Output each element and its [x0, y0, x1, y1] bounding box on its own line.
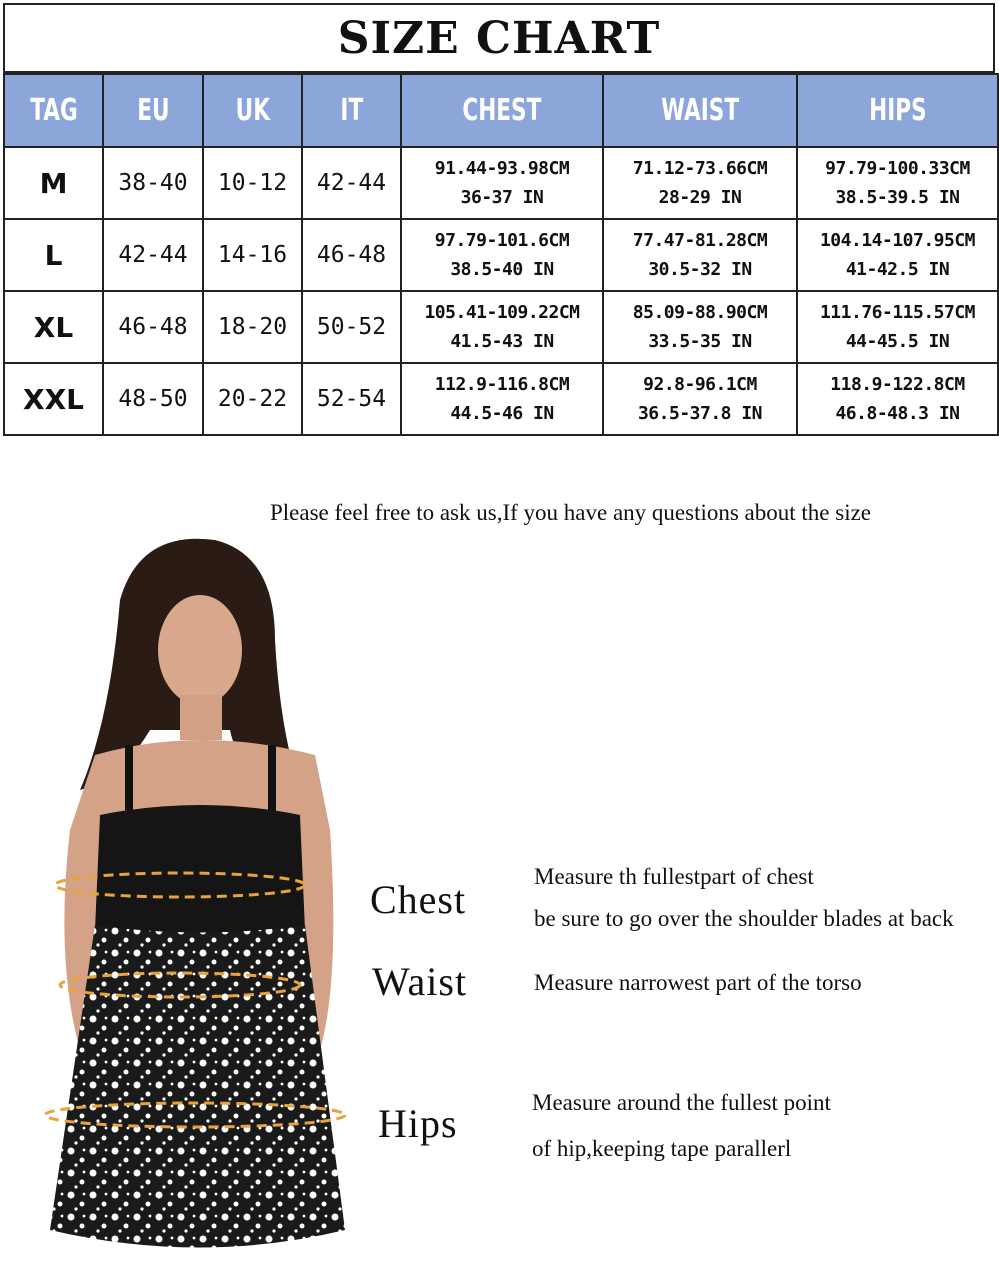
hips-instruction-1: Measure around the fullest point: [532, 1090, 831, 1115]
header-uk: UK: [203, 74, 302, 147]
model-photo: [0, 530, 360, 1266]
hips-label: Hips: [378, 1101, 458, 1146]
cell-waist: 92.8-96.1CM 36.5-37.8 IN: [603, 363, 797, 435]
cell-waist: 77.47-81.28CM 30.5-32 IN: [603, 219, 797, 291]
header-eu: EU: [103, 74, 203, 147]
header-waist: WAIST: [603, 74, 797, 147]
header-chest: CHEST: [401, 74, 603, 147]
size-chart-table: [3, 73, 999, 436]
cell-uk: 20-22: [203, 363, 302, 435]
cell-hips: 111.76-115.57CM 44-45.5 IN: [797, 291, 998, 363]
cell-uk: 18-20: [203, 291, 302, 363]
cell-tag: M: [4, 147, 103, 219]
cell-hips: 97.79-100.33CM 38.5-39.5 IN: [797, 147, 998, 219]
cell-hips: 118.9-122.8CM 46.8-48.3 IN: [797, 363, 998, 435]
table-header-row: [4, 74, 998, 147]
cell-uk: 10-12: [203, 147, 302, 219]
chest-instruction-2: be sure to go over the shoulder blades at back: [534, 906, 954, 931]
size-chart-title: SIZE CHART: [3, 3, 995, 73]
cell-eu: 38-40: [103, 147, 203, 219]
cell-hips: 104.14-107.95CM 41-42.5 IN: [797, 219, 998, 291]
cell-eu: 48-50: [103, 363, 203, 435]
table-row: [4, 363, 998, 435]
cell-waist: 85.09-88.90CM 33.5-35 IN: [603, 291, 797, 363]
cell-chest: 97.79-101.6CM 38.5-40 IN: [401, 219, 603, 291]
waist-label: Waist: [372, 959, 468, 1004]
header-it: IT: [302, 74, 401, 147]
cell-it: 50-52: [302, 291, 401, 363]
header-tag: TAG: [4, 74, 103, 147]
cell-chest: 112.9-116.8CM 44.5-46 IN: [401, 363, 603, 435]
cell-tag: L: [4, 219, 103, 291]
hips-instruction-2: of hip,keeping tape parallerl: [532, 1136, 792, 1161]
cell-waist: 71.12-73.66CM 28-29 IN: [603, 147, 797, 219]
chest-instruction-1: Measure th fullestpart of chest: [534, 864, 814, 889]
header-hips: HIPS: [797, 74, 998, 147]
cell-uk: 14-16: [203, 219, 302, 291]
cell-tag: XXL: [4, 363, 103, 435]
size-help-note: Please feel free to ask us,If you have any questions about the size: [270, 500, 871, 525]
waist-instruction: Measure narrowest part of the torso: [534, 970, 862, 995]
cell-chest: 91.44-93.98CM 36-37 IN: [401, 147, 603, 219]
chest-label: Chest: [370, 877, 467, 922]
cell-tag: XL: [4, 291, 103, 363]
cell-it: 46-48: [302, 219, 401, 291]
cell-eu: 46-48: [103, 291, 203, 363]
cell-it: 52-54: [302, 363, 401, 435]
cell-eu: 42-44: [103, 219, 203, 291]
cell-chest: 105.41-109.22CM 41.5-43 IN: [401, 291, 603, 363]
table-row: [4, 219, 998, 291]
cell-it: 42-44: [302, 147, 401, 219]
table-row: [4, 291, 998, 363]
table-row: [4, 147, 998, 219]
